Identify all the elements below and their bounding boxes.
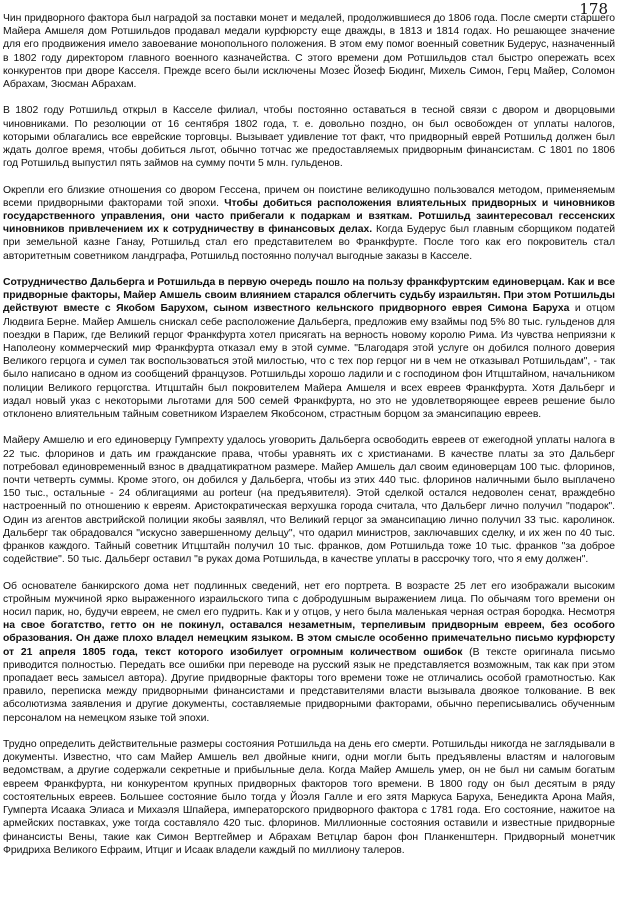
paragraph xyxy=(3,276,615,421)
text-run: Трудно определить действительные размеры состояния Ротшильда на день его смерти. Ротшильды никогда не заглядывали в документы. Известно, что сам Майер Амшель вел двойные книги, одни могли быть предъявлены властям и налоговым ведомствам, а другие содержали секретные и прибыльные дела. Когда Майер Амшель умер, он не был ни самым богатым евреем Франкфурта, ни конкурентом крупных придворных факторов того времени. В 1800 году он был десятым в ряду состоятельных евреев. Большее состояние было тогда у Йоэля Галле и его зятя Маркуса Баруха, Бенедикта Арона Майя, Гумперта Исаака Элиаса и Михаэля Шпайера, императорского придворного фактора с 1781 года. Его состояние, нажитое на армейских поставках, уже тогда составляло 420 тыс. флоринов. Миллионные состояния оставили и известные придворные финансисты Вены, такие как Симон Вертгеймер и Абрахам Ветцлар барон фон Планкенштерн. Придворный монетчик Фридриха Великого Ефраим, Итциг и Исаак владели каждый по миллиону талеров. xyxy=(3,739,615,856)
text-run: Чин придворного фактора был наградой за поставки монет и медалей, продолжившиеся до 1806 года. После смерти старшего Майера Амшеля дом Ротшильдов продавал медали курфюрсту еще дважды, в 1813 и 1814 годах. Но решающее значение для его продвижения имело завоевание монопольного положения. В этом ему помог военный советник Будерус, назначенный в 1802 году директором главного военного казначейства. С этого времени дом Ротшильдов стал быстро опережать всех конкурентов при дворе Касселя. Прежде всего были исключены Мозес Йозеф Бюдинг, Михель Симон, Герц Майер, Соломон Абрахам, Зюсман Абрахам. xyxy=(3,13,615,91)
text-run: Когда Будерус был главным сборщиком податей при земельной казне Ганау, Ротшильд стал его представителем во Франкфурте. После того как его покровитель стал авторитетным советником ландграфа, Ротшильд постоянно получал выгодные заказы в Касселе. xyxy=(3,224,615,262)
text-run: (В тексте оригинала письмо приводится полностью. Передать все ошибки при переводе на русский язык не представляется возможным, так как при этом пропадает весь замысел автора). Другие придворные факторы того времени тоже не отличались особой грамотностью. Как правило, переписка между придворными финансистами и представителями власти вызывала двоякое толкование. В век абсолютизма заявления и другие документы, составляемые придворными факторами, обычно переписывались обученным персоналом на немецком языке той эпохи. xyxy=(3,646,615,724)
body-text xyxy=(3,12,615,870)
text-run: Об основателе банкирского дома нет подлинных сведений, нет его портрета. В возрасте 25 лет его изображали высоким стройным мужчиной ярко выраженного израильского типа с добродушным выражением лица. По обычаям того времени он носил парик, но, будучи евреем, не смел его пудрить. Как и у отцов, у него была маленькая черная острая бородка. Несмотря xyxy=(3,580,615,619)
paragraph xyxy=(3,184,615,263)
paragraph xyxy=(3,738,615,857)
paragraph xyxy=(3,580,615,725)
text-run: В 1802 году Ротшильд открыл в Касселе филиал, чтобы постоянно оставаться в тесной связи с двором и дворцовыми чиновниками. По резолюции от 16 сентября 1802 года, т. е. довольно поздно, он был освобожден от уплаты налогов, которыми облагались все еврейские торговцы. Вызывает удивление тот факт, что придворный еврей Ротшильд должен был ждать долгое время, чтобы добиться льгот, обычно тотчас же предоставляемых придворным финансистам. С 1801 по 1806 год Ротшильд выпустил пять займов на сумму почти 5 млн. гульденов. xyxy=(3,105,615,170)
text-run: Окрепли его близкие отношения со двором Гессена, причем он поистине великодушно пользовался методом, применяемым всеми придворными факторами той эпохи. xyxy=(3,184,615,209)
text-run: и отцом Людвига Берне. Майер Амшель снискал себе расположение Дальберга, предложив ему взаймы под 5% 80 тыс. гульденов для поездки в Париж, где Великий герцог Франкфурта хотел присягать на верность новому королю Рима. Из чувства неприязни к Наполеону коммерческий мир Франкфурта отказал ему в этой сумме. "Благодаря этой услуге он добился полного доверия Великого герцога и сумел так воспользоваться этой милостью, что с тех пор герцог ни в чем не отказывал Ротшильдам", - так было написано в одном из сообщений французов. Ротшильды хорошо ладили и с господином фон Итцштайном, начальником полиции Великого герцогства. Итцштайн был покровителем Майера Амшеля и всех евреев Франкфурта. Хотя Дальберг и издал новый указ с некоторыми льготами для 500 семей Франкфурта, но это не удовлетворяющее евреев решение было отклонено влиятельным тайным советником Израелем Якобсоном, страстным борцом за эмансипацию евреев. xyxy=(3,303,616,421)
bold-text-run: Чтобы добиться расположения влиятельных придворных и чиновников государственного управления, они часто прибегали к подаркам и взяткам. Ротшильд заинтересовал гессенских чиновников привлечением их к сотрудничеству в финансовых делах. xyxy=(3,197,616,236)
paragraph xyxy=(3,434,615,566)
text-run: Майеру Амшелю и его единоверцу Гумпрехту удалось уговорить Дальберга освободить евреев от ежегодной уплаты налога в 22 тыс. флоринов и дать им гражданские права, чтобы уравнять их с христианами. В качестве платы за это Дальберг потребовал единовременный взнос в двадцатикратном размере. Майер Амшель дал своим единоверцам 100 тыс. флоринов, почти четверть суммы. Кроме этого, он добился у Дальберга, чтобы из этих 440 тыс. флоринов наличными было выплачено 150 тыс., остальные - 24 облигациями au porteur (на предъявителя). Этой сделкой остался недоволен сенат, враждебно настроенный по отношению к евреям. Аристократическая верхушка города считала, что Дальберг лично получил "подарок". Один из агентов австрийской полиции якобы заявлял, что Великий герцог за эмансипацию лично получил 33 тыс. каролинок. Дальберг так обрадовался "искусно завершенному дельцу", что одарил министров, заключавших сделку, и их жен по 40 тыс. франков каждого. Тайный советник Итцштайн получил 10 тыс. франков, дом Ротшильда тоже 10 тыс. франков "за доброе содействие". 50 тыс. Дальберг оставил "в руках дома Ротшильда, в качестве уплаты в рассрочку того, что я ему должен". xyxy=(3,435,615,566)
bold-text-run: Сотрудничество Дальберга и Ротшильда в первую очередь пошло на пользу франкфуртским единоверцам. Как и все придворные факторы, Майер Амшель своим влиянием старался облегчить судьбу израильтян. При этом Ротшильды действуют вместе с Якобом Барухом, сыном известного кельнского придворного еврея Симона Баруха xyxy=(3,277,615,315)
page-number: 178 xyxy=(579,0,608,18)
bold-text-run: на свое богатство, гетто он не покинул, оставался незаметным, терпеливым придворным евреем, без особого образования. Он даже плохо владел немецким языком. В этом смысле особенно примечательно письмо курфюрсту от 21 апреля 1805 года, текст которого изобилует огромным количеством ошибок xyxy=(3,620,615,658)
paragraph xyxy=(3,12,615,91)
paragraph xyxy=(3,104,615,170)
